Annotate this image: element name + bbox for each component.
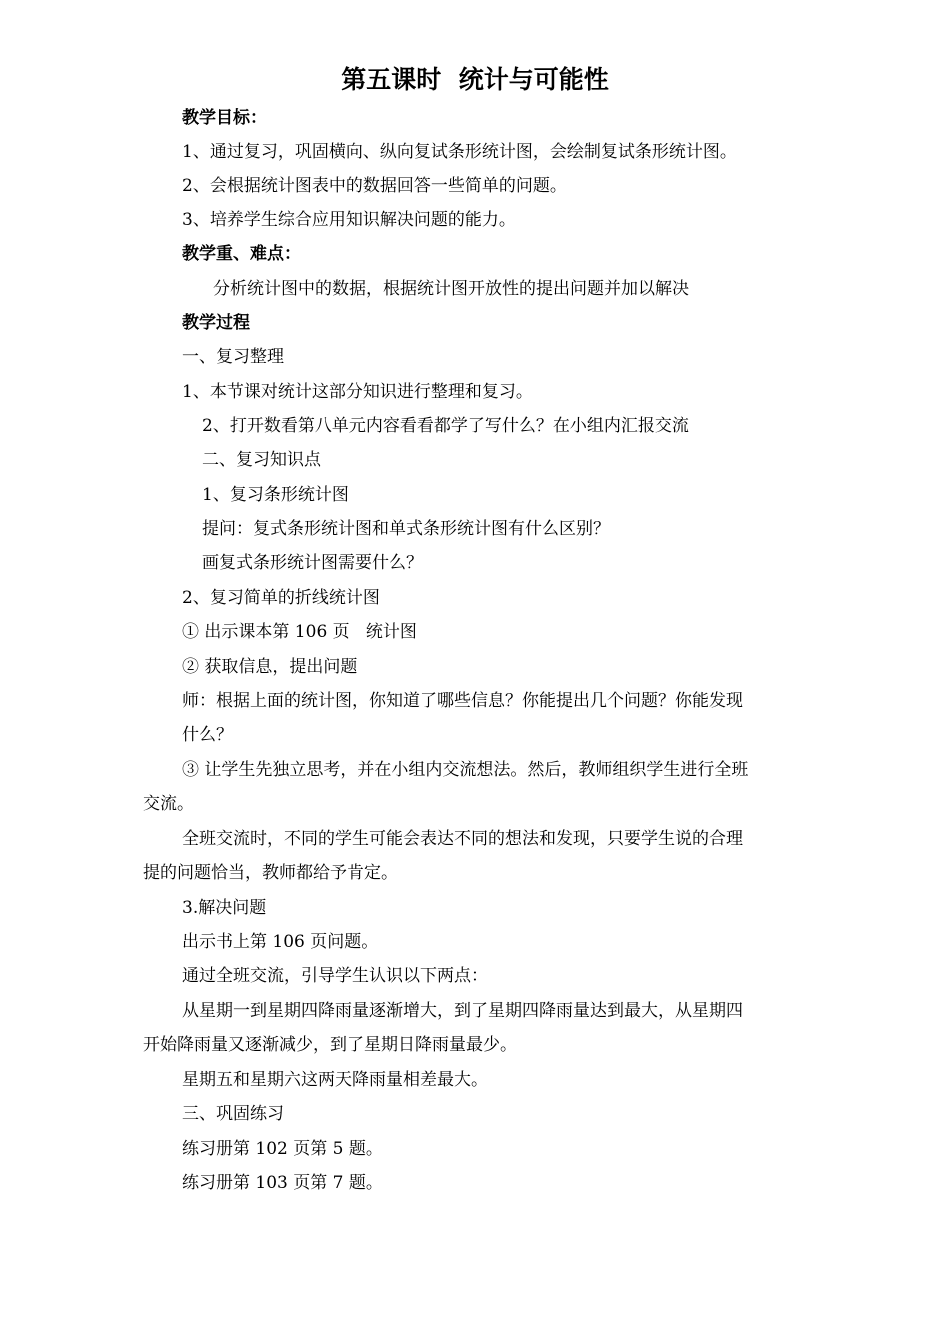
process-heading: 教学过程	[182, 313, 250, 333]
paragraph: 从星期一到星期四降雨量逐渐增大，到了星期四降雨量达到最大，从星期四	[182, 1001, 743, 1021]
paragraph: 练习册第 102 页第 5 题。	[182, 1139, 383, 1159]
paragraph: 出示书上第 106 页问题。	[182, 932, 379, 952]
page-title: 第五课时 统计与可能性	[341, 65, 609, 94]
paragraph: 通过全班交流，引导学生认识以下两点：	[182, 966, 488, 986]
paragraph: 画复式条形统计图需要什么？	[202, 553, 423, 573]
paragraph: 练习册第 103 页第 7 题。	[182, 1173, 383, 1193]
paragraph: 2、打开数看第八单元内容看看都学了写什么？在小组内汇报交流	[202, 416, 689, 436]
paragraph: 提的问题恰当，教师都给予肯定。	[143, 863, 398, 883]
paragraph: 全班交流时，不同的学生可能会表达不同的想法和发现，只要学生说的合理	[182, 829, 743, 849]
paragraph: 1、通过复习，巩固横向、纵向复试条形统计图，会绘制复试条形统计图。	[182, 142, 737, 162]
paragraph: ② 获取信息，提出问题	[182, 657, 358, 677]
paragraph: 提问：复式条形统计图和单式条形统计图有什么区别？	[202, 519, 610, 539]
paragraph: 1、本节课对统计这部分知识进行整理和复习。	[182, 382, 533, 402]
section-heading: 三、巩固练习	[182, 1104, 284, 1124]
paragraph: 分析统计图中的数据，根据统计图开放性的提出问题并加以解决	[213, 279, 689, 299]
paragraph: ③ 让学生先独立思考，并在小组内交流想法。然后，教师组织学生进行全班	[182, 760, 749, 780]
paragraph: 2、会根据统计图表中的数据回答一些简单的问题。	[182, 176, 567, 196]
paragraph: 什么？	[182, 725, 233, 745]
paragraph: 3、培养学生综合应用知识解决问题的能力。	[182, 210, 516, 230]
paragraph: 2、复习简单的折线统计图	[182, 588, 380, 608]
paragraph: 开始降雨量又逐渐减少，到了星期日降雨量最少。	[143, 1035, 517, 1055]
section-heading: 一、复习整理	[182, 347, 284, 367]
section-heading: 二、复习知识点	[202, 450, 321, 470]
paragraph: 星期五和星期六这两天降雨量相差最大。	[182, 1070, 488, 1090]
paragraph: 交流。	[143, 794, 194, 814]
paragraph: 3.解决问题	[182, 898, 267, 918]
key-points-heading: 教学重、难点：	[182, 244, 301, 264]
paragraph: ① 出示课本第 106 页 统计图	[182, 622, 417, 642]
paragraph: 师：根据上面的统计图，你知道了哪些信息？你能提出几个问题？你能发现	[182, 691, 743, 711]
paragraph: 1、复习条形统计图	[202, 485, 349, 505]
objectives-heading: 教学目标：	[182, 108, 267, 128]
